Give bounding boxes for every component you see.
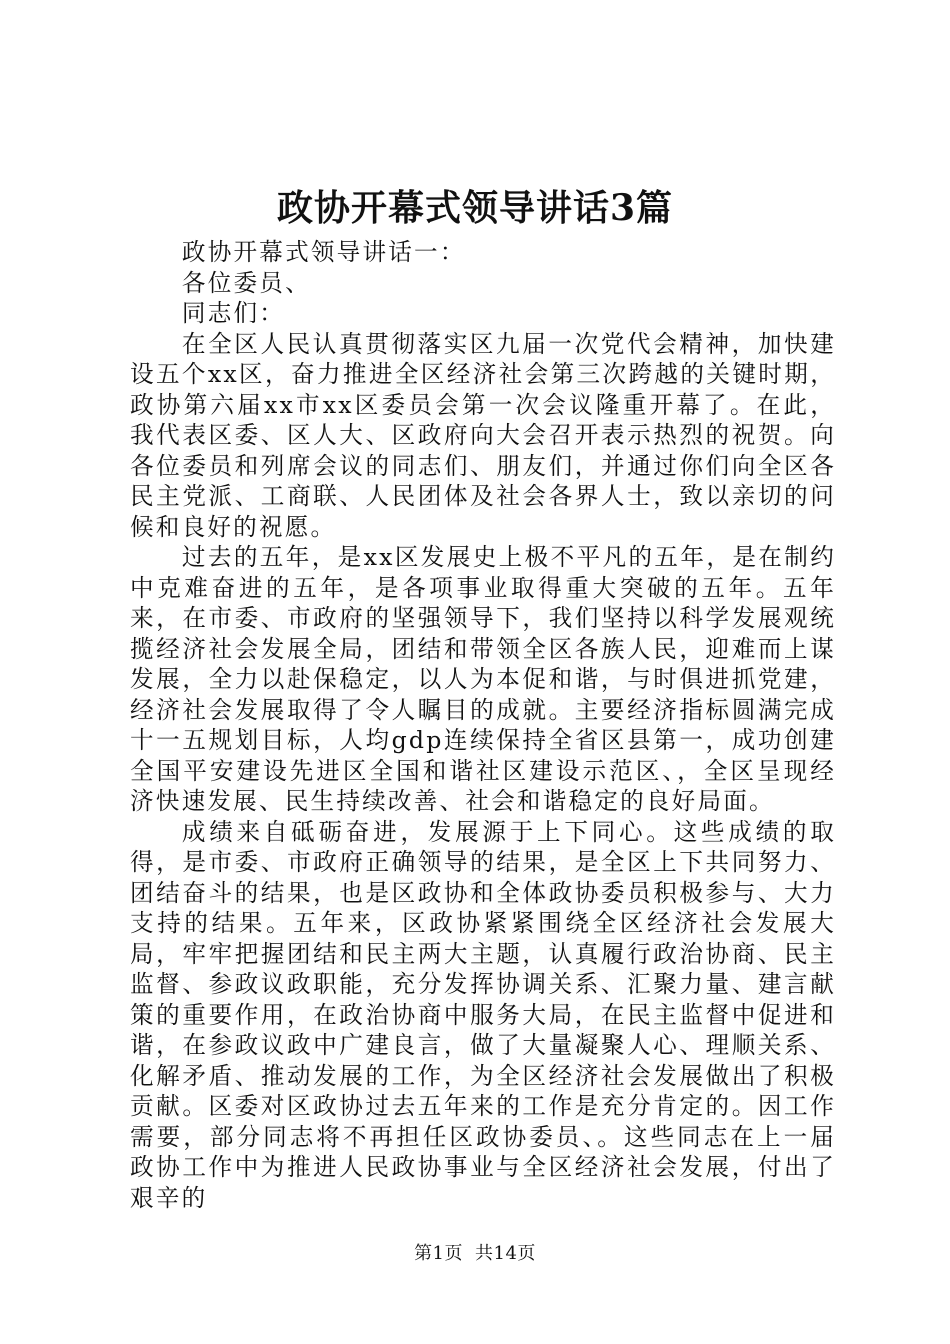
document-title: 政协开幕式领导讲话3篇 xyxy=(276,187,674,229)
document-body xyxy=(130,237,836,1213)
page-footer xyxy=(0,1242,950,1266)
body-paragraph: 成绩来自砥砺奋进，发展源于上下同心。这些成绩的取得，是市委、市政府正确领导的结果，是全区上下共同努力、团结奋斗的结果，也是区政协和全体政协委员积极参与、大力支持的结果。五年来，区政协紧紧围绕全区经济社会发展大局，牢牢把握团结和民主两大主题，认真履行政治协商、民主监督、参政议政职能，充分发挥协调关系、汇聚力量、建言献策的重要作用，在政治协商中服务大局，在民主监督中促进和谐，在参政议政中广建良言，做了大量凝聚人心、理顺关系、化解矛盾、推动发展的工作，为全区经济社会发展做出了积极贡献。区委对区政协过去五年来的工作是充分肯定的。因工作需要，部分同志将不再担任区政协委员、。这些同志在上一届政协工作中为推进人民政协事业与全区经济社会发展，付出了艰辛的 xyxy=(130,817,836,1212)
salutation-comrades: 同志们： xyxy=(181,299,286,327)
body-paragraph: 过去的五年，是xx区发展史上极不平凡的五年，是在制约中克难奋进的五年，是各项事业取得重大突破的五年。五年来，在市委、市政府的坚强领导下，我们坚持以科学发展观统揽经济社会发展全局，团结和带领全区各族人民，迎难而上谋发展，全力以赴保稳定，以人为本促和谐，与时俱进抓党建，经济社会发展取得了令人瞩目的成就。主要经济指标圆满完成十一五规划目标，人均gdp连续保持全省区县第一，成功创建全国平安建设先进区全国和谐社区建设示范区、，全区呈现经济快速发展、民生持续改善、社会和谐稳定的良好局面。 xyxy=(130,543,836,815)
salutation-committee: 各位委员、 xyxy=(181,268,311,297)
page-number: 第1页 xyxy=(414,1243,464,1264)
page-total: 共14页 xyxy=(475,1243,536,1264)
body-paragraph: 在全区人民认真贯彻落实区九届一次党代会精神，加快建设五个xx区，奋力推进全区经济社会第三次跨越的关键时期，政协第六届xx市xx区委员会第一次会议隆重开幕了。在此，我代表区委、区人大、区政府向大会召开表示热烈的祝贺。向各位委员和列席会议的同志们、朋友们，并通过你们向全区各民主党派、工商联、人民团体及社会各界人士，致以亲切的问候和良好的祝愿。 xyxy=(130,329,836,541)
section-heading: 政协开幕式领导讲话一： xyxy=(181,238,466,266)
